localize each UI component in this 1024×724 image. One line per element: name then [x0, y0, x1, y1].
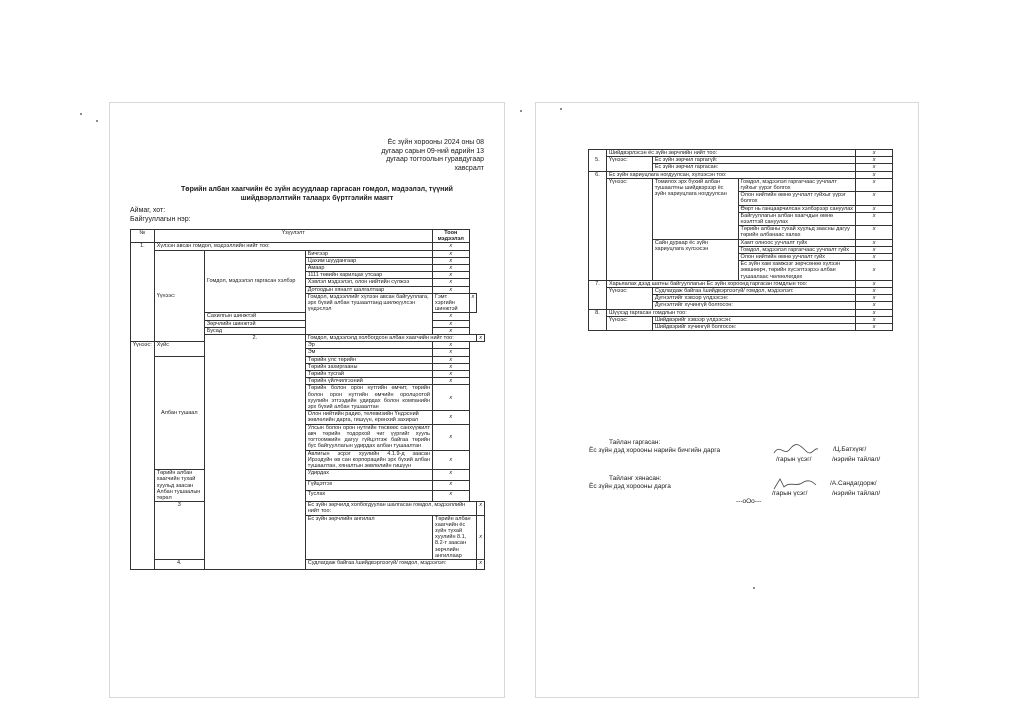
row-label: Эм: [305, 349, 432, 356]
count-cell: x: [433, 450, 470, 470]
count-cell: x: [433, 313, 470, 320]
count-cell: x: [469, 293, 477, 313]
row-label: Шийдвэрийг хэвээр үлдээсэн:: [652, 316, 855, 323]
count-cell: x: [856, 212, 893, 225]
row-number: 3: [154, 502, 204, 560]
row-label: Олон нийтийн өмнө уучлалт гуйхыг үүрэг болгох: [738, 192, 856, 205]
row-label: Хүлээн авсан гомдол, мэдээллийн нийт тоо:: [154, 243, 432, 250]
table-row: [131, 470, 485, 481]
row-label: Гомдол, мэдээлэл гаргагчаас уучлалт гуйх: [738, 246, 856, 253]
count-cell: x: [433, 470, 470, 481]
signer-name: /А.Сандагдорж/: [830, 480, 877, 487]
scan-speck: [520, 110, 522, 112]
signature-caption: /гарын үсэг/: [772, 490, 808, 497]
table-row: [131, 243, 485, 250]
count-cell: x: [433, 356, 470, 363]
count-cell: x: [433, 371, 470, 378]
title-line: шийдвэрлэлтийн талаарх бүртгэлийн маягт: [240, 194, 394, 202]
count-cell: x: [433, 243, 470, 250]
row-label: Авлигын эсрэг хуулийн 4.1.9-д заасан Ирээдүйн өв сан корпорацийн эрх бүхий албан тушаалтан, хяналтын зөвлөлийн гишүүн: [305, 450, 432, 470]
document-page-right: [536, 103, 918, 697]
table-row: [131, 342, 485, 349]
row-label: Шүүхэд гаргасан гомдлын тоо:: [606, 309, 855, 316]
org-label: Байгууллагын нэр:: [130, 216, 191, 223]
row-label: 1111 төвийн харилцах утсаар: [305, 272, 432, 279]
row-label: Гомдол, мэдээллийг хүлээн авсан байгууллага, эрх бүхий албан тушаалтанд шилжүүлсэн үндэслэл: [305, 293, 432, 334]
signature-block-prepared: [589, 439, 740, 455]
row-label: Хүйс: [154, 342, 204, 356]
row-label: Харьяалах дээд шатны байгууллагын Ёс зүйн хороонд гаргасан гомдлын тоо:: [606, 280, 855, 287]
row-label: Төрийн үйлчилгээний: [305, 378, 432, 385]
row-label: Бусад: [204, 327, 305, 334]
count-cell: x: [856, 205, 893, 212]
count-cell: x: [856, 254, 893, 261]
row-number: 4.: [154, 559, 204, 569]
row-label: Төрийн захиргааны: [305, 363, 432, 370]
handwritten-signature: [772, 477, 818, 491]
count-cell: x: [856, 239, 893, 246]
count-cell: x: [433, 363, 470, 370]
count-cell: x: [477, 502, 485, 515]
row-label: Өөрт нь ганцаарчилсан хэлбэрээр сануулах: [738, 205, 856, 212]
count-cell: x: [856, 164, 893, 171]
count-cell: x: [477, 515, 485, 559]
row-label: Дүгнэлтийг хэвээр үлдээсэн:: [652, 295, 855, 302]
row-label: Гомдол, мэдээлэл гаргагчаас уучлалт гуйхыг үүрэг болгох: [738, 178, 856, 191]
row-label: Томилох эрх бүхий албан тушаалтны шийдвэрээр ёс зүйн хариуцлага ногдуулсан: [652, 178, 738, 239]
table-row: [589, 178, 893, 191]
row-label: Ёс зүйн зөрчлийн ангилал: [305, 515, 432, 559]
title-line: Төрийн албан хаагчийн ёс зүйн асуудлаар гаргасан гомдол, мэдээлэл, түүний: [181, 186, 453, 193]
count-cell: x: [433, 378, 470, 385]
handwritten-signature: [772, 443, 820, 457]
row-label: Төрийн тусгай: [305, 371, 432, 378]
count-cell: x: [433, 320, 470, 327]
row-label: Зөрчлийн шинжтэй: [204, 320, 305, 327]
table-row: [589, 288, 893, 295]
row-label: Хамт олноос уучлалт гуйх: [738, 239, 856, 246]
count-cell: x: [433, 272, 470, 279]
row-label: Үүнээс:: [606, 316, 652, 330]
col-indicator-header: Үзүүлэлт: [154, 230, 432, 243]
row-label: Олон нийтийн радио, телевизийн Үндэсний зөвлөлийн дарга, гишүүн, ерөнхий захирал: [305, 411, 432, 424]
scan-speck: [80, 113, 82, 115]
row-label: Үүнээс:: [131, 342, 155, 570]
row-label: Гүйцэтгэх: [305, 480, 432, 491]
count-cell: x: [477, 559, 485, 569]
header-line: хавсралт: [454, 164, 484, 172]
count-cell: x: [856, 178, 893, 191]
row-number: 7.: [589, 280, 607, 309]
aimag-label: Аймаг, хот:: [130, 207, 166, 214]
count-cell: x: [477, 335, 485, 342]
row-label: Гомдол, мэдээлэлд холбогдсон албан хаагчийн нийт тоо:: [305, 335, 477, 342]
col-count-header: Тоон мэдээлэл: [433, 230, 470, 243]
table-row: [589, 309, 893, 316]
count-cell: x: [856, 309, 893, 316]
row-label: Хэвлэл мэдээлэл, олон нийтийн сүлжээ: [305, 279, 432, 286]
document-page-left: [110, 103, 504, 697]
header-line: Ёс зүйн хорооны 2024 оны 08: [387, 139, 484, 146]
row-label: Байгууллагын албан хаагчдын өмнө нээлттэй сануулах: [738, 212, 856, 225]
signature-role: Ёс зүйн дэд хорооны дарга: [589, 483, 671, 490]
annex-header: [381, 139, 484, 173]
row-label: Ёс зүйн хам хамжээг зөрчсөнөө хүлээн зөвшөөрч, төрийн хүсэлтээрээ албан тушаалаас чөлөөлөгдөх: [738, 261, 856, 281]
table-row: [131, 356, 485, 363]
count-cell: x: [433, 265, 470, 272]
count-cell: x: [856, 157, 893, 164]
row-label: Ёс зүйн зөрчил гаргагүй:: [652, 157, 855, 164]
signature-role: Ёс зүйн дэд хорооны нарийн бичгийн дарга: [589, 447, 721, 454]
form-title: [140, 186, 494, 203]
scan-speck: [96, 120, 98, 122]
row-label: Судлагдаж байгаа /шийдвэрлээгүй/ гомдол, мэдээлэл:: [652, 288, 855, 295]
row-label: Сайн дураар ёс зүйн хариуцлага хүлээсэн: [652, 239, 738, 280]
signer-name: /Ц.Батхүяг/: [833, 446, 867, 453]
count-cell: x: [433, 491, 470, 502]
row-number: 6.: [589, 171, 607, 280]
table-header-row: [131, 230, 485, 243]
count-cell: x: [433, 286, 470, 293]
row-label: Шийдвэрлэсэн ёс зүйн зөрчлийн нийт тоо:: [606, 150, 855, 157]
row-label: Төрийн албаны тухай хуульд заасны дагуу төрийн албанаас халах: [738, 226, 856, 239]
row-number: 8.: [589, 309, 607, 331]
table-row: [131, 559, 485, 569]
row-label: Төрийн албан хаагчийн тухай хуульд заасан Албан тушаалын төрөл: [154, 470, 204, 502]
row-label: Албан тушаал: [154, 356, 204, 469]
table-row: [131, 502, 485, 515]
row-label: Ёс зүйн хариуцлага ногдуулсан, хүлээсэн тоо:: [606, 171, 855, 178]
count-cell: x: [856, 280, 893, 287]
table-row: [589, 280, 893, 287]
count-cell: x: [433, 327, 470, 334]
count-cell: x: [433, 480, 470, 491]
signature-block-reviewed: [589, 475, 691, 491]
row-number: 5.: [589, 150, 607, 172]
count-cell: x: [856, 226, 893, 239]
header-line: дугаар тогтоолын гуравдугаар: [386, 156, 484, 163]
count-cell: x: [856, 295, 893, 302]
row-label: Цахим шуудангаар: [305, 257, 432, 264]
row-label: Үүнээс:: [154, 250, 204, 342]
count-cell: x: [433, 411, 470, 424]
row-label: Шийдвэрийг хүчингүй болгосон:: [652, 324, 855, 331]
document-end-mark: ---oOo---: [736, 498, 762, 505]
row-label: Сахилгын шинжтэй: [204, 313, 305, 320]
row-label: Бичгээр: [305, 250, 432, 257]
registration-table-right: [588, 149, 893, 331]
table-row: [589, 150, 893, 157]
col-no-header: №: [131, 230, 155, 243]
row-label: Эр: [305, 342, 432, 349]
count-cell: x: [433, 257, 470, 264]
count-cell: x: [856, 150, 893, 157]
count-cell: x: [433, 424, 470, 450]
row-label: Гэмт хэргийн шинжтэй: [433, 293, 470, 313]
table-row: [131, 250, 485, 257]
row-label: Улсын болон орон нутгийн төсвөөс санхүүжилт авч төрийн тодорхой чиг үүргийг хууль тогтоомжийн дагуу гүйцэтгэж байгаа төрийн бус байгууллагын удирдах албан тушаалтан: [305, 424, 432, 450]
row-label: Үүнээс:: [606, 288, 652, 310]
scan-speck: [560, 108, 562, 110]
row-label: Удирдах: [305, 470, 432, 481]
count-cell: x: [433, 279, 470, 286]
count-cell: x: [433, 349, 470, 356]
row-label: Төрийн албан хаагчийн ёс зүйн тухай хуулийн 8.1, 8.2-т заасан зөрчлийн ангиллаар: [433, 515, 477, 559]
row-label: Үүнээс:: [606, 178, 652, 280]
signature-caption: /гарын үсэг/: [776, 456, 812, 463]
count-cell: x: [856, 261, 893, 281]
name-caption: /нэрийн тайлал/: [832, 490, 881, 497]
row-number: 1.: [131, 243, 155, 342]
count-cell: x: [856, 316, 893, 323]
signature-title: Тайланг хянасан:: [609, 475, 662, 482]
table-row: [589, 157, 893, 164]
table-row: [589, 316, 893, 323]
row-label: Гомдол, мэдээлэл гаргасан хэлбэр: [204, 250, 305, 313]
row-label: Судлагдаж байгаа /шийдвэрлээгүй/ гомдол, мэдээлэл:: [305, 559, 477, 569]
count-cell: x: [856, 246, 893, 253]
row-label: Амаар: [305, 265, 432, 272]
count-cell: x: [856, 171, 893, 178]
count-cell: x: [856, 192, 893, 205]
row-label: Төрийн болон орон нутгийн өмчит, төрийн болон орон нутгийн өмчийн оролцоотой хуулийн этгээдийн удирдах болон компанийн эрх бүхий албан тушаалтан: [305, 385, 432, 411]
row-number: 2.: [204, 335, 305, 570]
row-label: Үүнээс:: [606, 157, 652, 171]
row-label: Ёс зүйн зөрчилд холбогдуулан шалгасан гомдол, мэдээллийн нийт тоо:: [305, 502, 477, 515]
count-cell: x: [856, 288, 893, 295]
count-cell: x: [433, 342, 470, 349]
count-cell: x: [433, 385, 470, 411]
count-cell: x: [433, 250, 470, 257]
row-label: Төрийн улс төрийн: [305, 356, 432, 363]
count-cell: x: [856, 302, 893, 309]
row-label: Дотоодын хяналт шалгалтаар: [305, 286, 432, 293]
signature-title: Тайлан гаргасан:: [609, 439, 661, 446]
header-line: дугаар сарын 09-ний өдрийн 13: [381, 147, 484, 155]
row-label: Ёс зүйн зөрчил гаргасан:: [652, 164, 855, 171]
name-caption: /нэрийн тайлал/: [832, 456, 881, 463]
registration-table-left: [130, 229, 485, 570]
row-label: Туслах: [305, 491, 432, 502]
count-cell: x: [856, 324, 893, 331]
table-row: [589, 171, 893, 178]
row-label: Олон нийтийн өмнө уучлалт гуйх: [738, 254, 856, 261]
row-label: Дүгнэлтийг хүчингүй болгосон:: [652, 302, 855, 309]
scan-speck: [753, 587, 755, 589]
